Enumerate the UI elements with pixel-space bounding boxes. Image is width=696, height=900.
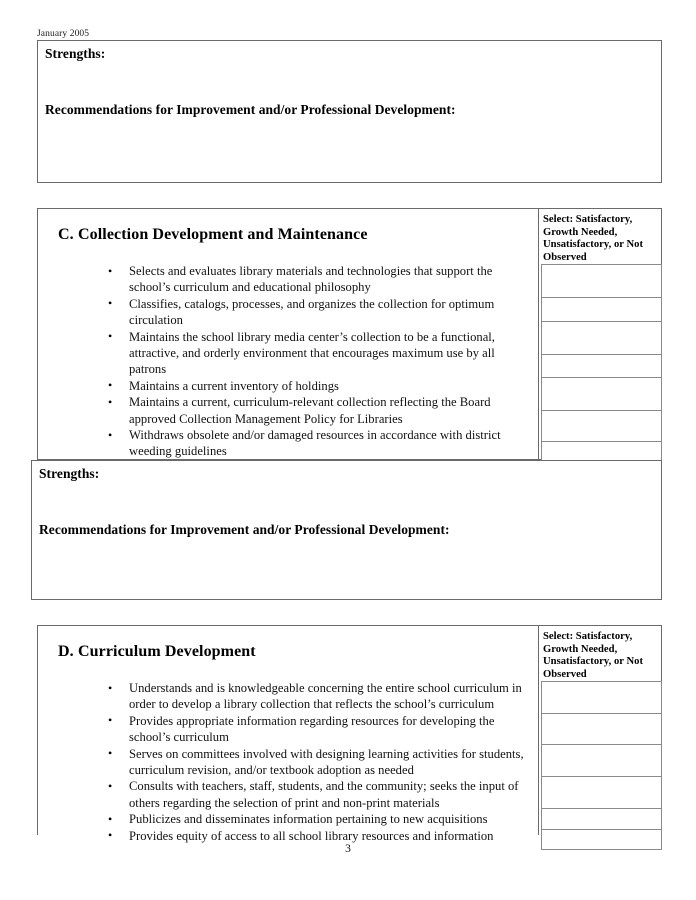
section-letter-d: D. <box>58 643 74 660</box>
rating-cell[interactable] <box>541 681 662 713</box>
select-column-header-d: Select: Satisfactory, Growth Needed, Unsatisfactory, or Not Observed <box>543 631 643 680</box>
criteria-item: • Provides appropriate information regarding resources for developing the school’s curriculum <box>98 713 530 746</box>
criteria-item: • Withdraws obsolete and/or damaged resources in accordance with district weeding guidelines <box>98 427 530 460</box>
select-cells-d <box>541 681 662 850</box>
rating-cell[interactable] <box>541 713 662 744</box>
section-table-c <box>37 208 662 460</box>
criteria-item: • Serves on committees involved with designing learning activities for students, curriculum revision, and/or textbook adoption as needed <box>98 746 530 779</box>
page-number: 3 <box>345 843 351 855</box>
strengths-label-top: Strengths: <box>45 46 106 61</box>
rating-cell[interactable] <box>541 297 662 321</box>
running-header-date: January 2005 <box>37 29 90 39</box>
rating-cell[interactable] <box>541 321 662 354</box>
criteria-item: • Understands and is knowledgeable concerning the entire school curriculum in order to develop a library collection that reflects the school’s curriculum <box>98 680 530 713</box>
criteria-item: • Classifies, catalogs, processes, and organizes the collection for optimum circulation <box>98 296 530 329</box>
rating-cell[interactable] <box>541 377 662 410</box>
criteria-item: • Provides equity of access to all school library resources and information <box>98 828 530 844</box>
section-title-c: Collection Development and Maintenance <box>78 226 368 243</box>
rating-cell[interactable] <box>541 410 662 441</box>
select-column-header-c: Select: Satisfactory, Growth Needed, Unsatisfactory, or Not Observed <box>543 214 643 263</box>
rating-cell[interactable] <box>541 776 662 808</box>
criteria-item: • Selects and evaluates library materials and technologies that support the school’s curriculum and educational philosophy <box>98 263 530 296</box>
criteria-item: • Maintains a current, curriculum-relevant collection reflecting the Board approved Collection Management Policy for Libraries <box>98 394 530 427</box>
section-table-d <box>37 625 662 843</box>
rating-cell[interactable] <box>541 354 662 377</box>
section-title-d: Curriculum Development <box>78 643 256 660</box>
section-heading-d <box>58 642 256 661</box>
rating-cell[interactable] <box>541 744 662 776</box>
criteria-list-d <box>98 680 530 844</box>
column-divider-d <box>538 626 539 835</box>
criteria-item: • Maintains a current inventory of holdings <box>98 378 530 394</box>
recommendations-label-mid: Recommendations for Improvement and/or Professional Development: <box>39 522 450 537</box>
strengths-label-mid: Strengths: <box>39 466 100 481</box>
criteria-item: • Maintains the school library media center’s collection to be a functional, attractive, and orderly environment that encourages maximum use by all patrons <box>98 329 530 378</box>
rating-cell[interactable] <box>541 808 662 829</box>
criteria-item: • Publicizes and disseminates information pertaining to new acquisitions <box>98 811 530 827</box>
column-divider-c <box>538 209 539 459</box>
narrative-block-top <box>37 40 662 183</box>
section-heading-c <box>58 225 368 244</box>
recommendations-label-top: Recommendations for Improvement and/or Professional Development: <box>45 102 456 117</box>
rating-cell[interactable] <box>541 264 662 297</box>
criteria-item: • Consults with teachers, staff, students, and the community; seeks the input of others regarding the selection of print and non-print materials <box>98 778 530 811</box>
section-letter-c: C. <box>58 226 74 243</box>
narrative-block-mid <box>31 460 662 600</box>
